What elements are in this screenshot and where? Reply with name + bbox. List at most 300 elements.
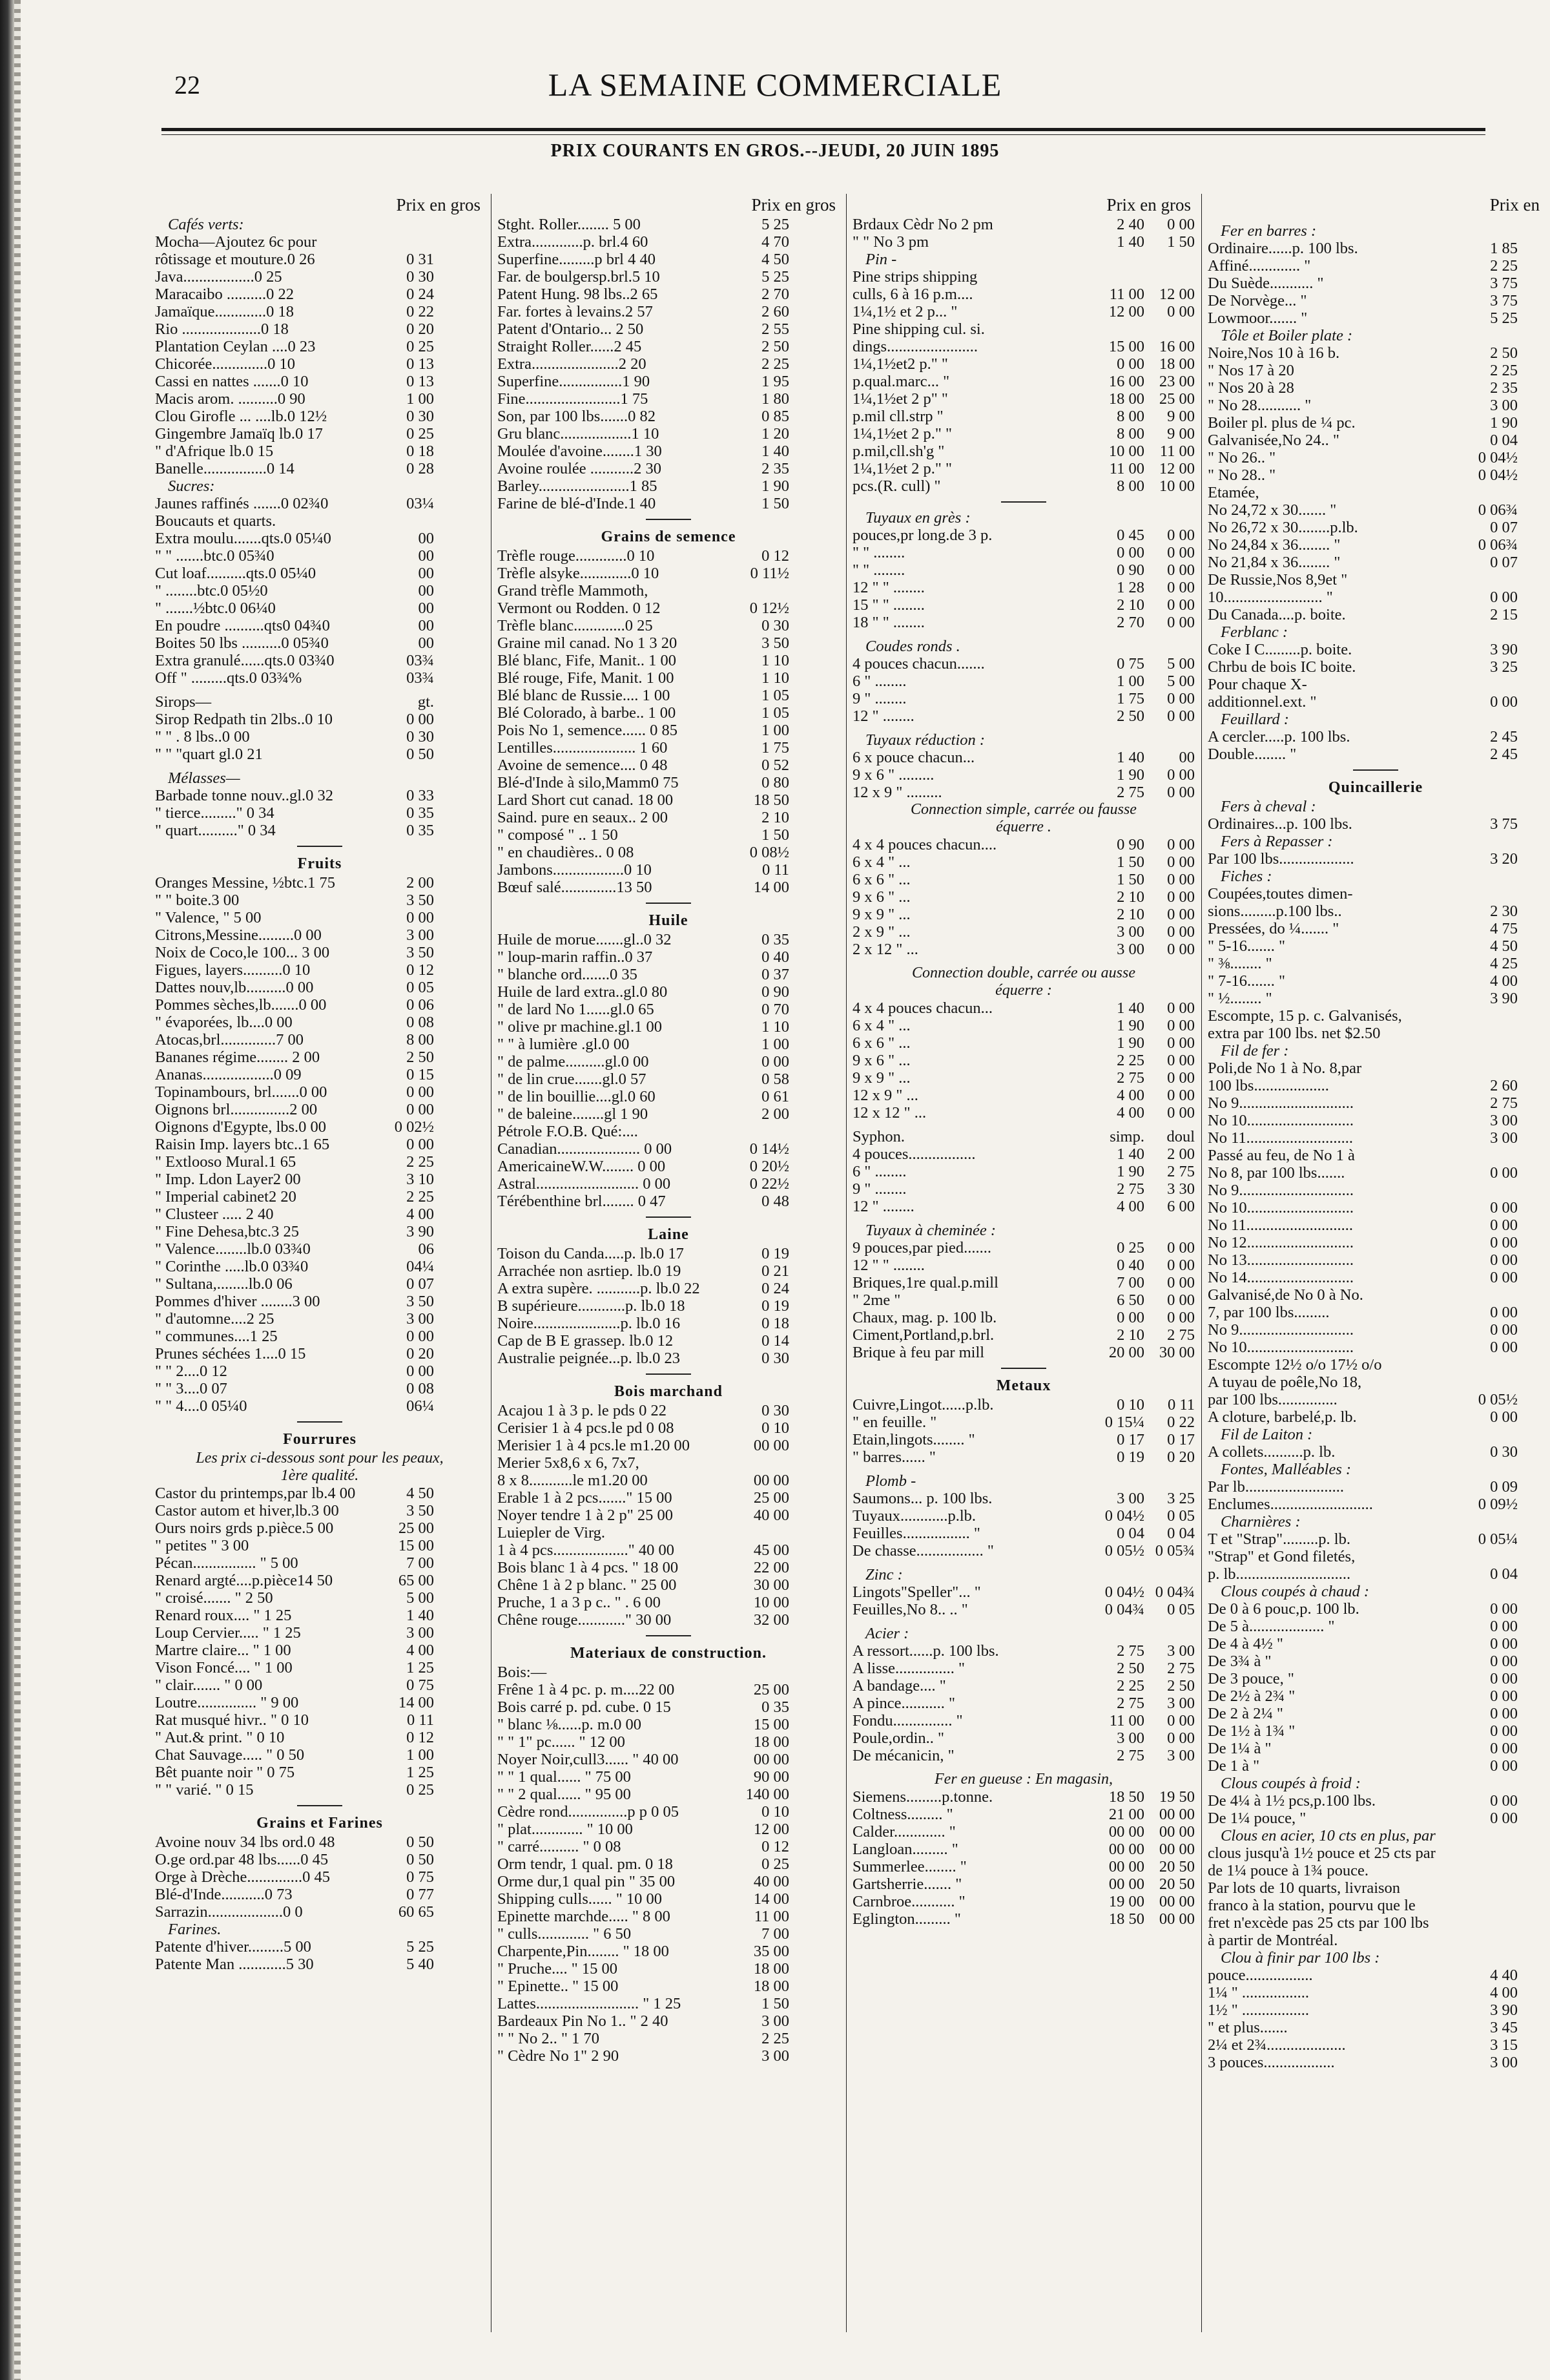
price-low: 2 75 [1490, 1094, 1518, 1112]
price-row [497, 1681, 840, 1698]
price-row [852, 1712, 1195, 1729]
price-low: 3 00 [1117, 923, 1144, 941]
item-label: A pince........... " [852, 1695, 956, 1712]
price-row [155, 669, 484, 687]
price-row [852, 1396, 1195, 1414]
price-low: 0 07 [1490, 554, 1518, 571]
price-row [497, 460, 840, 477]
price-column-3 [852, 194, 1195, 2339]
price-row [852, 303, 1195, 320]
item-label: Patente Man ............5 30 [155, 1956, 314, 1973]
note-text: Les prix ci-dessous sont pour les peaux, [196, 1450, 444, 1467]
price-row [1208, 1060, 1544, 1077]
price-row [497, 1489, 840, 1507]
item-label: " No 26.. " [1208, 449, 1276, 466]
item-label: " évaporées, lb....0 00 [155, 1014, 293, 1031]
price-low: 0 00 [1490, 1792, 1518, 1810]
price-row [155, 1240, 484, 1258]
price-row [497, 722, 840, 739]
item-label: Langloan......... " [852, 1841, 958, 1858]
subsection-heading: Sucres: [168, 477, 215, 495]
price-high: 0 00 [1167, 766, 1195, 784]
item-label: Feuilles................. " [852, 1525, 980, 1542]
price-row [497, 425, 840, 443]
item-label: De 3¾ à " [1208, 1653, 1272, 1670]
item-label: Chat Sauvage..... " 0 50 [155, 1746, 305, 1764]
price-row [1208, 1879, 1544, 1897]
item-label: Bois blanc 1 à 4 pcs. " 18 00 [497, 1559, 679, 1576]
price-low: 00 [418, 565, 434, 582]
subsection-heading: Fers à cheval : [1221, 798, 1316, 815]
price-row [1208, 1530, 1544, 1548]
item-label: Trèfle alsyke.............0 10 [497, 565, 659, 582]
price-low: 1 95 [761, 373, 789, 390]
price-low: 0 90 [761, 983, 789, 1001]
price-low: 0 12 [406, 961, 434, 979]
price-low: 60 65 [398, 1903, 434, 1921]
price-low: 0 00 [406, 1328, 434, 1345]
price-low: simp. [1110, 1128, 1144, 1145]
item-label: Chicorée..............0 10 [155, 355, 296, 373]
price-high: 0 00 [1167, 303, 1195, 320]
item-label: Loup Cervier..... " 1 25 [155, 1624, 301, 1642]
price-low: 18 50 [1108, 1788, 1144, 1806]
item-label: Banelle................0 14 [155, 460, 294, 477]
price-low: 0 00 [406, 1362, 434, 1380]
item-label: Galvanisé,de No 0 à No. [1208, 1286, 1363, 1304]
price-row [155, 728, 484, 746]
subsection-heading: Fil de fer : [1221, 1042, 1289, 1060]
item-label: Lard Short cut canad. 18 00 [497, 791, 674, 809]
item-label: Cuivre,Lingot......p.lb. [852, 1396, 994, 1414]
price-row [497, 373, 840, 390]
price-low: 00 00 [1108, 1875, 1144, 1893]
price-low: 0 00 [1117, 544, 1144, 561]
price-row [155, 1310, 484, 1328]
price-row [155, 1380, 484, 1397]
price-high: 00 [1179, 749, 1195, 766]
item-label: additionnel.ext. " [1208, 693, 1317, 711]
price-low: 0 04½ [1104, 1583, 1144, 1601]
price-row [1208, 1740, 1544, 1757]
price-row [497, 600, 840, 617]
price-row [1208, 1391, 1544, 1408]
price-high: 00 00 [1159, 1841, 1195, 1858]
price-high: 9 00 [1167, 408, 1195, 425]
price-low: 3 00 [1117, 1490, 1144, 1507]
item-label: Ordinaire......p. 100 lbs. [1208, 240, 1358, 257]
price-low: 22 00 [753, 1559, 789, 1576]
price-row [852, 1326, 1195, 1344]
price-low: 0 00 [406, 1101, 434, 1118]
price-row [155, 1049, 484, 1066]
price-row [155, 251, 484, 268]
price-low: 1 00 [1117, 673, 1144, 690]
item-label: Lowmoor....... " [1208, 309, 1308, 327]
item-label: Maracaibo ..........0 22 [155, 286, 294, 303]
item-label: pcs.(R. cull) " [852, 477, 941, 495]
column-body [155, 216, 484, 1973]
price-low: 5 25 [761, 268, 789, 286]
price-low: 00 00 [753, 1751, 789, 1768]
price-high: 0 00 [1167, 1017, 1195, 1034]
price-low: 2 10 [1117, 596, 1144, 614]
item-label: Enclumes.......................... [1208, 1496, 1373, 1513]
price-high: 19 50 [1159, 1788, 1195, 1806]
price-low: 0 00 [1490, 1687, 1518, 1705]
price-low: 0 04 [1490, 432, 1518, 449]
price-low: 0 00 [1490, 1722, 1518, 1740]
price-row [1208, 432, 1544, 449]
item-label: " " boite.3 00 [155, 892, 240, 909]
price-row [1208, 658, 1544, 676]
price-row [497, 983, 840, 1001]
price-low: 2 75 [1117, 1695, 1144, 1712]
price-low: 0 30 [761, 1350, 789, 1367]
page-spine-shadow [0, 0, 14, 2380]
price-row [497, 1175, 840, 1193]
item-label: " barres...... " [852, 1448, 936, 1466]
price-low: 0 58 [761, 1070, 789, 1088]
price-high: 0 11 [1168, 1396, 1195, 1414]
section-heading: Bois marchand [614, 1383, 723, 1400]
price-low: 0 75 [406, 1868, 434, 1886]
price-row [155, 1624, 484, 1642]
price-low: 0 24 [406, 286, 434, 303]
item-label: Brique à feu par mill [852, 1344, 985, 1361]
price-low: 7 00 [1117, 1274, 1144, 1291]
price-row [852, 1893, 1195, 1910]
section-heading: Grains et Farines [256, 1815, 383, 1832]
price-low: 0 04 [1117, 1525, 1144, 1542]
item-label: Escompte 12½ o/o 17½ o/o [1208, 1356, 1382, 1373]
price-row [497, 1280, 840, 1297]
price-low: 00 [418, 634, 434, 652]
price-row [155, 565, 484, 582]
price-high: 5 00 [1167, 655, 1195, 673]
price-row [155, 460, 484, 477]
price-high: 0 00 [1167, 1052, 1195, 1069]
price-low: 3 25 [1490, 658, 1518, 676]
item-label: 6 x 4 " ... [852, 1017, 911, 1034]
section-heading: Huile [648, 912, 688, 929]
price-high: 0 04 [1167, 1525, 1195, 1542]
item-label: " 7-16....... " [1208, 972, 1286, 990]
price-low: 3 00 [406, 926, 434, 944]
subsection-heading: Coudes ronds . [865, 638, 960, 655]
item-label: No 24,72 x 30....... " [1208, 501, 1337, 519]
item-label: Par lb......................... [1208, 1478, 1344, 1496]
item-label: pouces,pr long.de 3 p. [852, 527, 993, 544]
item-label: Topinambours, brl.......0 00 [155, 1083, 327, 1101]
item-label: " No 28.. " [1208, 466, 1276, 484]
item-label: " clair....... " 0 00 [155, 1676, 263, 1694]
price-row [497, 704, 840, 722]
price-low: 0 00 [1117, 1309, 1144, 1326]
item-label: Pétrole F.O.B. Qué:.... [497, 1123, 638, 1140]
price-row [155, 233, 484, 251]
price-low: 4 50 [761, 251, 789, 268]
price-row [852, 320, 1195, 338]
price-row [497, 1332, 840, 1350]
price-low: 1 28 [1117, 579, 1144, 596]
price-high: 3 25 [1167, 1490, 1195, 1507]
column-header: Prix en gros [1106, 195, 1191, 214]
price-high: 12 00 [1159, 286, 1195, 303]
price-row [155, 1083, 484, 1101]
price-low: 0 05 [406, 979, 434, 996]
item-label: Bois:— [497, 1664, 547, 1681]
price-low: 2 25 [406, 1153, 434, 1171]
price-low: 30 00 [753, 1576, 789, 1594]
price-high: 0 00 [1167, 871, 1195, 888]
price-low: 0 12 [761, 547, 789, 565]
price-row [497, 408, 840, 425]
price-low: 5 40 [406, 1956, 434, 1973]
price-row [497, 617, 840, 634]
item-label: " composé " .. 1 50 [497, 826, 618, 844]
price-row [852, 460, 1195, 477]
price-low: 0 07 [1490, 519, 1518, 536]
item-label: 1¼,1½et 2 p" " [852, 390, 948, 408]
item-label: Pois No 1, semence...... 0 85 [497, 722, 677, 739]
price-low: 0 90 [1117, 561, 1144, 579]
item-label: Charpente,Pin........ " 18 00 [497, 1943, 669, 1960]
price-low: 3 90 [1490, 2001, 1518, 2019]
section-separator [297, 1805, 342, 1806]
price-low: 0 13 [406, 373, 434, 390]
price-row [852, 655, 1195, 673]
price-low: gt. [417, 693, 434, 711]
item-label: A collets..........p. lb. [1208, 1443, 1336, 1461]
price-row [852, 544, 1195, 561]
price-low: 1 00 [761, 1036, 789, 1053]
price-high: 1 50 [1167, 233, 1195, 251]
section-heading: Fruits [297, 855, 342, 872]
price-row [1208, 1077, 1544, 1094]
price-row [1208, 1722, 1544, 1740]
item-label: Galvanisée,No 24.. " [1208, 432, 1339, 449]
item-label: Rio ....................0 18 [155, 320, 289, 338]
item-label: 1¼,1½et 2 p." " [852, 425, 953, 443]
item-label: " et plus....... [1208, 2019, 1288, 2036]
price-row [852, 1525, 1195, 1542]
item-label: Orme dur,1 qual pin " 35 00 [497, 1873, 676, 1890]
price-low: 18 00 [753, 1960, 789, 1978]
price-row [497, 1943, 840, 1960]
item-label: Cassi en nattes .......0 10 [155, 373, 309, 390]
price-row [497, 1053, 840, 1070]
price-high: 0 00 [1167, 1087, 1195, 1104]
price-row [852, 836, 1195, 853]
price-row [852, 1239, 1195, 1257]
item-label: No 13........................... [1208, 1251, 1354, 1269]
item-label: Far. fortes à levains.2 57 [497, 303, 653, 320]
price-low: 00 [418, 617, 434, 634]
item-label: Off " .........qts.0 03¾% [155, 669, 302, 687]
item-label: " Cèdre No 1" 2 90 [497, 2047, 619, 2065]
price-row [852, 1291, 1195, 1309]
item-label: 15 " " ........ [852, 596, 925, 614]
price-row [155, 693, 484, 711]
price-high: 0 00 [1167, 906, 1195, 923]
price-row [1208, 693, 1544, 711]
price-low: 0 12 [761, 1838, 789, 1855]
price-row [1208, 275, 1544, 292]
price-row [155, 1101, 484, 1118]
item-label: Sirop Redpath tin 2lbs..0 10 [155, 711, 333, 728]
price-row [1208, 501, 1544, 519]
price-row [852, 1034, 1195, 1052]
price-row [1208, 1914, 1544, 1932]
price-row [155, 926, 484, 944]
item-label: Noyer Noir,cull3...... " 40 00 [497, 1751, 679, 1768]
item-label: Ciment,Portland,p.brl. [852, 1326, 995, 1344]
price-row [155, 1014, 484, 1031]
item-label: " loup-marin raffin..0 37 [497, 948, 653, 966]
item-label: Patent d'Ontario... 2 50 [497, 320, 644, 338]
item-label: 1¼ " ................. [1208, 1984, 1310, 2001]
price-row [1208, 1269, 1544, 1286]
price-row [497, 1036, 840, 1053]
item-label: 2 x 9 " ... [852, 923, 911, 941]
price-high: 0 00 [1167, 561, 1195, 579]
item-label: Australie peignée...p. lb.0 23 [497, 1350, 681, 1367]
item-label: De 1¼ à " [1208, 1740, 1272, 1757]
price-row [155, 1345, 484, 1362]
price-high: 0 05 [1167, 1507, 1195, 1525]
price-row [852, 1729, 1195, 1747]
price-low: 0 14 [761, 1332, 789, 1350]
item-label: T et "Strap".........p. lb. [1208, 1530, 1350, 1548]
price-low: 2 25 [1490, 362, 1518, 379]
item-label: 6 x 4 " ... [852, 853, 911, 871]
item-label: De Russie,Nos 8,9et " [1208, 571, 1348, 589]
price-low: 00 [418, 547, 434, 565]
item-label: Saumons... p. 100 lbs. [852, 1490, 993, 1507]
price-low: 0 02½ [394, 1118, 434, 1136]
item-label: Passé au feu, de No 1 à [1208, 1147, 1355, 1164]
price-row [852, 1431, 1195, 1448]
item-label: 6 x pouce chacun... [852, 749, 975, 766]
price-high: 16 00 [1159, 338, 1195, 355]
price-row [1208, 257, 1544, 275]
price-low: 0 00 [406, 1083, 434, 1101]
price-high: 0 00 [1167, 614, 1195, 631]
price-row [497, 1716, 840, 1733]
item-label: Erable 1 à 2 pcs......." 15 00 [497, 1489, 672, 1507]
price-row [852, 1198, 1195, 1215]
price-row [852, 1583, 1195, 1601]
price-low: 0 00 [761, 1053, 789, 1070]
item-label: 4 x 4 pouces chacun... [852, 999, 993, 1017]
price-low: 5 25 [761, 216, 789, 233]
item-label: 9 x 9 " ... [852, 906, 911, 923]
column-header: Prix en gros [396, 195, 480, 214]
price-row [497, 687, 840, 704]
item-label: Double........ " [1208, 746, 1297, 763]
price-row [155, 1833, 484, 1851]
item-label: Huile de lard extra..gl.0 80 [497, 983, 668, 1001]
item-label: Oranges Messine, ½btc.1 75 [155, 874, 335, 892]
item-label: De 1½ à 1¾ " [1208, 1722, 1296, 1740]
column-body [1208, 216, 1544, 2071]
section-separator [646, 1635, 691, 1636]
price-row [497, 1855, 840, 1873]
price-high: 3 00 [1167, 1747, 1195, 1764]
price-row [497, 1995, 840, 2012]
item-label: " Epinette.. " 15 00 [497, 1978, 619, 1995]
price-row [1208, 1164, 1544, 1182]
price-low: 4 00 [1117, 1087, 1144, 1104]
price-low: 25 00 [753, 1489, 789, 1507]
price-row [852, 888, 1195, 906]
price-row [852, 1087, 1195, 1104]
price-row [497, 1925, 840, 1943]
price-low: 1 80 [761, 390, 789, 408]
item-label: 12 x 12 " ... [852, 1104, 927, 1122]
item-label: Stght. Roller........ 5 00 [497, 216, 641, 233]
price-low: 1 10 [761, 652, 789, 669]
item-label: Sarrazin...................0 0 [155, 1903, 303, 1921]
price-row [497, 931, 840, 948]
price-row [497, 1297, 840, 1315]
price-row [1208, 1757, 1544, 1775]
price-low: 0 13 [406, 355, 434, 373]
item-label: Chrbu de bois IC boite. [1208, 658, 1356, 676]
price-low: 0 75 [1117, 655, 1144, 673]
item-label: " quart.........." 0 34 [155, 822, 276, 839]
price-row [497, 774, 840, 791]
price-row [852, 1841, 1195, 1858]
price-low: 1 90 [1117, 1017, 1144, 1034]
item-label: Noire,Nos 10 à 16 b. [1208, 344, 1340, 362]
price-row [497, 1105, 840, 1123]
item-label: A lisse............... " [852, 1660, 966, 1677]
price-low: 1 50 [1117, 871, 1144, 888]
price-row [155, 1903, 484, 1921]
price-row [497, 1472, 840, 1489]
item-label: " ⅜........ " [1208, 955, 1272, 972]
price-low: 0 24 [761, 1280, 789, 1297]
price-row [852, 1507, 1195, 1525]
price-low: 0 04½ [1478, 449, 1518, 466]
price-low: 1 50 [761, 1995, 789, 2012]
item-label: Chêne rouge............" 30 00 [497, 1611, 672, 1629]
item-label: No 11........................... [1208, 1216, 1354, 1234]
price-low: 2 00 [406, 874, 434, 892]
section-separator [646, 1216, 691, 1218]
price-low: 4 00 [406, 1206, 434, 1223]
price-row [155, 268, 484, 286]
price-low: 4 50 [1490, 937, 1518, 955]
price-low: 06¼ [406, 1397, 434, 1415]
price-row [852, 1163, 1195, 1180]
price-low: 0 00 [1490, 1234, 1518, 1251]
item-label: Du Canada....p. boite. [1208, 606, 1346, 623]
item-label: Shipping culls...... " 10 00 [497, 1890, 663, 1908]
price-row [497, 233, 840, 251]
price-low: 2 75 [1117, 1642, 1144, 1660]
price-low: 1 50 [761, 495, 789, 512]
note-text: Fer en gueuse : En magasin, [935, 1771, 1113, 1788]
price-row [155, 1223, 484, 1240]
price-low: 1 05 [761, 704, 789, 722]
item-label: Straight Roller......2 45 [497, 338, 642, 355]
price-low: 3 00 [406, 1624, 434, 1642]
price-low: 1 00 [406, 1746, 434, 1764]
price-row [155, 408, 484, 425]
